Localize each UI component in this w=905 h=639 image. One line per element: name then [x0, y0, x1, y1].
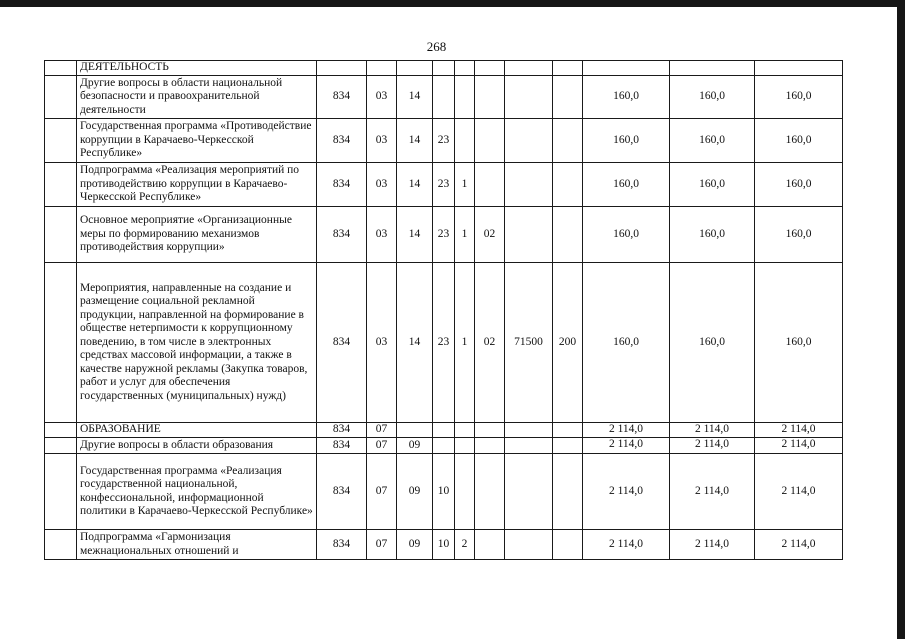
row-margin-cell [45, 438, 77, 454]
row-name: Основное мероприятие «Организационные меры по формированию механизмов противодействия коррупции» [77, 207, 317, 263]
budget-table [44, 60, 843, 560]
amount-year-2: 160,0 [670, 207, 755, 263]
row-name: Другие вопросы в области национальной безопасности и правоохранительной деятельности [77, 76, 317, 119]
table-row [45, 423, 843, 438]
row-margin-cell [45, 119, 77, 163]
row-name: Государственная программа «Противодействие коррупции в Карачаево-Черкесской Республике» [77, 119, 317, 163]
amount-year-2: 2 114,0 [670, 454, 755, 530]
expense-type-code [553, 163, 583, 207]
expense-type-code [553, 423, 583, 438]
amount-year-3: 2 114,0 [755, 530, 843, 560]
amount-year-2: 160,0 [670, 163, 755, 207]
section-code: 03 [367, 163, 397, 207]
expense-type-code [553, 207, 583, 263]
subprogram-code: 2 [455, 530, 475, 560]
program-code [433, 76, 455, 119]
amount-year-1: 160,0 [583, 119, 670, 163]
amount-year-3 [755, 61, 843, 76]
row-name: Государственная программа «Реализация государственной национальной, конфессиональной, информационной политики в Карачаево-Черкесской Республике» [77, 454, 317, 530]
expense-type-code [553, 454, 583, 530]
row-margin-cell [45, 207, 77, 263]
program-code: 23 [433, 207, 455, 263]
amount-year-3: 160,0 [755, 119, 843, 163]
row-margin-cell [45, 454, 77, 530]
amount-year-3: 2 114,0 [755, 423, 843, 438]
amount-year-3: 160,0 [755, 163, 843, 207]
event-code [475, 119, 505, 163]
row-margin-cell [45, 423, 77, 438]
event-code [475, 163, 505, 207]
amount-year-1: 160,0 [583, 263, 670, 423]
amount-year-3: 160,0 [755, 76, 843, 119]
event-code [475, 454, 505, 530]
subprogram-code [455, 61, 475, 76]
amount-year-2: 2 114,0 [670, 438, 755, 454]
subprogram-code: 1 [455, 163, 475, 207]
direction-code [505, 454, 553, 530]
program-code: 10 [433, 454, 455, 530]
event-code [475, 423, 505, 438]
amount-year-1: 160,0 [583, 207, 670, 263]
expense-type-code [553, 530, 583, 560]
admin-code: 834 [317, 76, 367, 119]
table-row [45, 263, 843, 423]
page-number: 268 [426, 39, 447, 54]
subsection-code: 14 [397, 263, 433, 423]
table-row [45, 163, 843, 207]
row-name: Подпрограмма «Гармонизация межнациональных отношений и [77, 530, 317, 560]
program-code: 23 [433, 263, 455, 423]
direction-code: 71500 [505, 263, 553, 423]
direction-code [505, 163, 553, 207]
event-code [475, 76, 505, 119]
direction-code [505, 438, 553, 454]
amount-year-2: 2 114,0 [670, 423, 755, 438]
program-code: 10 [433, 530, 455, 560]
row-margin-cell [45, 530, 77, 560]
amount-year-2: 2 114,0 [670, 530, 755, 560]
row-margin-cell [45, 263, 77, 423]
direction-code [505, 61, 553, 76]
subprogram-code [455, 454, 475, 530]
event-code [475, 61, 505, 76]
subsection-code: 14 [397, 163, 433, 207]
expense-type-code [553, 61, 583, 76]
amount-year-2: 160,0 [670, 76, 755, 119]
amount-year-3: 160,0 [755, 263, 843, 423]
amount-year-2: 160,0 [670, 263, 755, 423]
program-code [433, 438, 455, 454]
section-code: 07 [367, 530, 397, 560]
table-row [45, 119, 843, 163]
direction-code [505, 76, 553, 119]
row-margin-cell [45, 163, 77, 207]
amount-year-1: 2 114,0 [583, 530, 670, 560]
expense-type-code [553, 119, 583, 163]
event-code [475, 438, 505, 454]
admin-code: 834 [317, 454, 367, 530]
subsection-code: 14 [397, 119, 433, 163]
subsection-code: 09 [397, 530, 433, 560]
program-code [433, 423, 455, 438]
amount-year-1: 2 114,0 [583, 423, 670, 438]
admin-code: 834 [317, 263, 367, 423]
table-row [45, 530, 843, 560]
admin-code: 834 [317, 438, 367, 454]
program-code: 23 [433, 163, 455, 207]
direction-code [505, 207, 553, 263]
subprogram-code: 1 [455, 263, 475, 423]
expense-type-code [553, 438, 583, 454]
amount-year-1: 2 114,0 [583, 438, 670, 454]
program-code: 23 [433, 119, 455, 163]
amount-year-1: 2 114,0 [583, 454, 670, 530]
subprogram-code [455, 423, 475, 438]
section-code: 03 [367, 263, 397, 423]
subprogram-code [455, 119, 475, 163]
admin-code [317, 61, 367, 76]
admin-code: 834 [317, 163, 367, 207]
section-code: 07 [367, 423, 397, 438]
table-row [45, 454, 843, 530]
direction-code [505, 119, 553, 163]
row-name: Мероприятия, направленные на создание и размещение социальной рекламной продукции, направленной на формирование в обществе нетерпимости к коррупционному поведению, в том числе в электронных средствах массовой информации, а также в качестве наружной рекламы (Закупка товаров, работ и услуг для обеспечения государственных (муниципальных) нужд) [77, 263, 317, 423]
table-row [45, 438, 843, 454]
expense-type-code [553, 76, 583, 119]
direction-code [505, 530, 553, 560]
row-name: Другие вопросы в области образования [77, 438, 317, 454]
subsection-code: 14 [397, 76, 433, 119]
table-row [45, 207, 843, 263]
table-row [45, 76, 843, 119]
subsection-code: 09 [397, 438, 433, 454]
amount-year-2: 160,0 [670, 119, 755, 163]
section-code: 03 [367, 119, 397, 163]
subsection-code [397, 423, 433, 438]
event-code: 02 [475, 263, 505, 423]
section-code: 07 [367, 454, 397, 530]
subprogram-code [455, 76, 475, 119]
subprogram-code [455, 438, 475, 454]
row-name: ОБРАЗОВАНИЕ [77, 423, 317, 438]
amount-year-2 [670, 61, 755, 76]
admin-code: 834 [317, 423, 367, 438]
subsection-code [397, 61, 433, 76]
subsection-code: 09 [397, 454, 433, 530]
event-code: 02 [475, 207, 505, 263]
amount-year-3: 2 114,0 [755, 438, 843, 454]
program-code [433, 61, 455, 76]
event-code [475, 530, 505, 560]
section-code: 03 [367, 207, 397, 263]
table-row [45, 61, 843, 76]
amount-year-1: 160,0 [583, 76, 670, 119]
amount-year-3: 160,0 [755, 207, 843, 263]
expense-type-code: 200 [553, 263, 583, 423]
section-code [367, 61, 397, 76]
section-code: 03 [367, 76, 397, 119]
row-name: Подпрограмма «Реализация мероприятий по противодействию коррупции в Карачаево-Черкесской Республике» [77, 163, 317, 207]
row-margin-cell [45, 61, 77, 76]
section-code: 07 [367, 438, 397, 454]
admin-code: 834 [317, 119, 367, 163]
amount-year-3: 2 114,0 [755, 454, 843, 530]
subprogram-code: 1 [455, 207, 475, 263]
admin-code: 834 [317, 530, 367, 560]
amount-year-1: 160,0 [583, 163, 670, 207]
row-margin-cell [45, 76, 77, 119]
subsection-code: 14 [397, 207, 433, 263]
amount-year-1 [583, 61, 670, 76]
admin-code: 834 [317, 207, 367, 263]
row-name: ДЕЯТЕЛЬНОСТЬ [77, 61, 317, 76]
direction-code [505, 423, 553, 438]
